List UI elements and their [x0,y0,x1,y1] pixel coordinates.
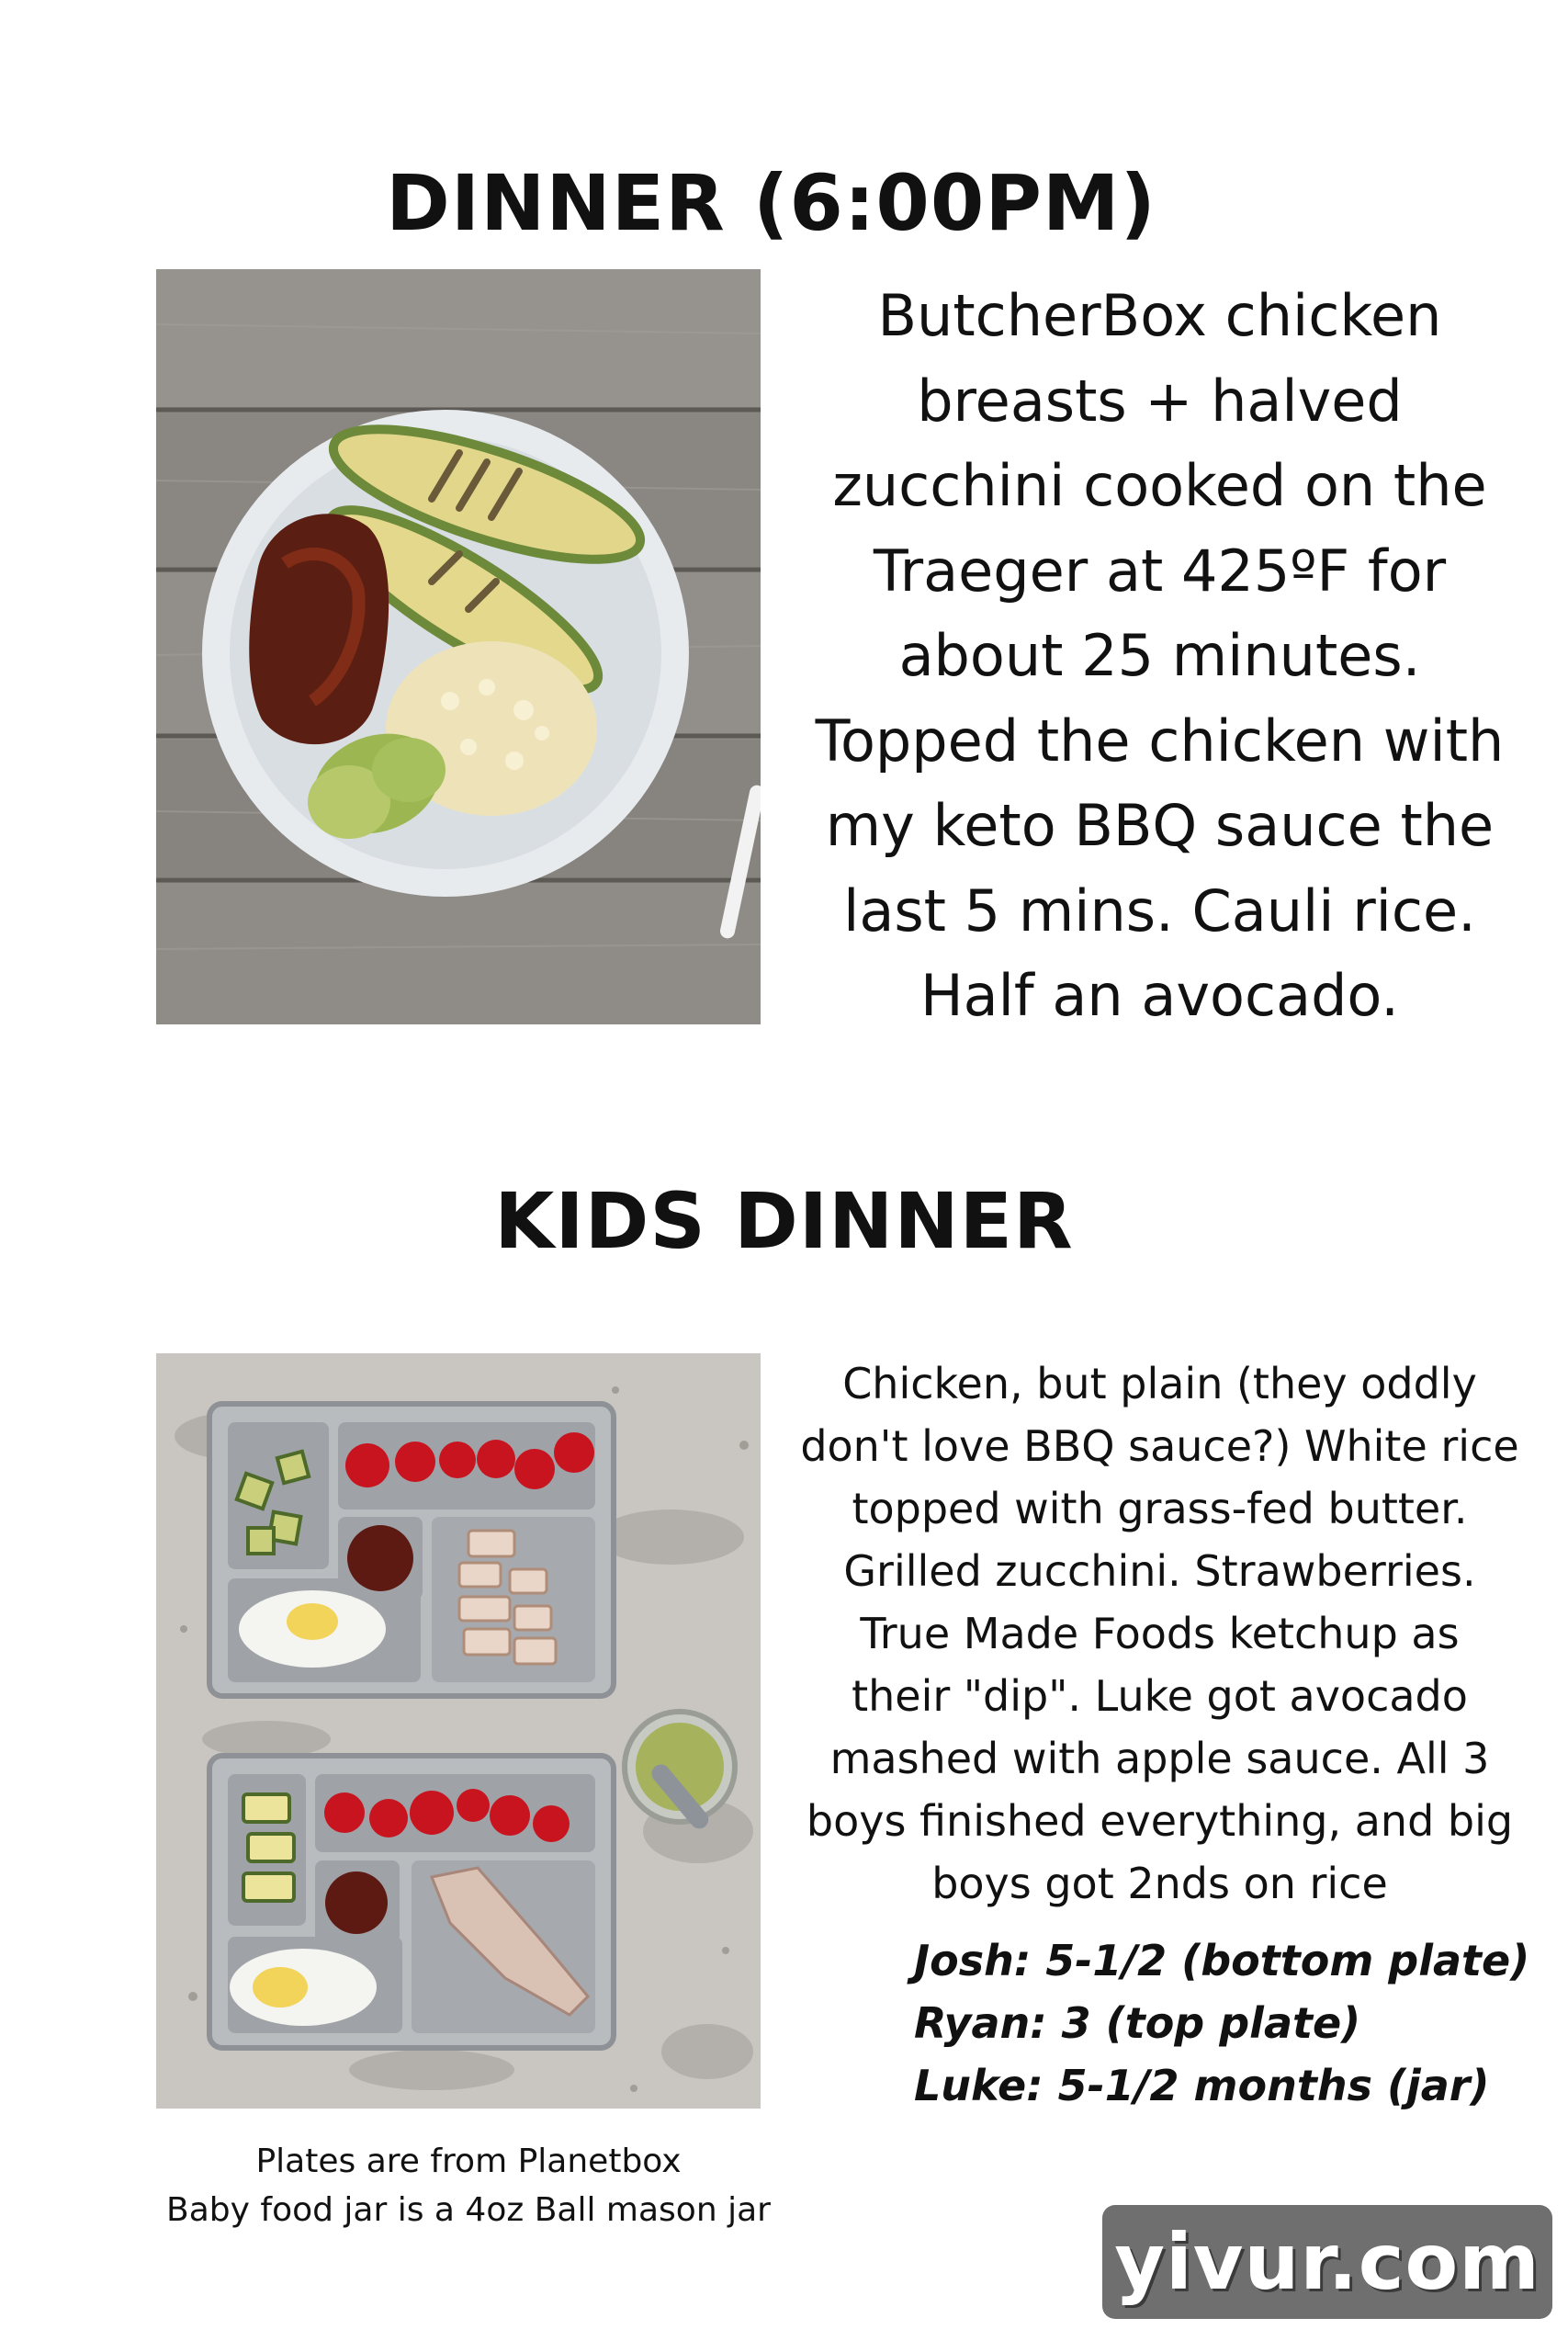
dinner-description-line: Topped the chicken with [815,707,1505,775]
kids-age-josh: Josh: 5-1/2 (bottom plate) [914,1936,1530,1985]
caption-line: Plates are from Planetbox [255,2143,682,2180]
kids-description-line: boys got 2nds on rice [931,1859,1388,1908]
watermark-badge [1102,2205,1552,2319]
caption-line: Baby food jar is a 4oz Ball mason jar [166,2191,771,2229]
watermark-text: yivur.com [1114,2217,1540,2307]
kids-dinner-heading: KIDS DINNER [494,1176,1074,1266]
kids-dinner-photo [156,1353,761,2109]
kids-description-line: their "dip". Luke got avocado [852,1671,1468,1721]
kids-dinner-description [799,1352,1520,1915]
kids-description-line: Chicken, but plain (they oddly [842,1359,1477,1408]
dinner-description-line: about 25 minutes. [898,622,1421,689]
dinner-description-line: my keto BBQ sauce the [825,792,1495,859]
kids-age-ryan: Ryan: 3 (top plate) [914,1998,1361,2048]
dinner-description-line: Half an avocado. [920,962,1399,1029]
dinner-description [799,274,1520,1039]
photo-caption [129,2137,808,2234]
kids-description-line: topped with grass-fed butter. [852,1484,1468,1533]
dinner-description-line: ButcherBox chicken [877,282,1442,349]
kids-description-line: boys finished everything, and big [806,1796,1514,1846]
kids-description-line: Grilled zucchini. Strawberries. [843,1546,1476,1596]
kids-ages-list [914,1929,1530,2117]
kids-description-line: don't love BBQ sauce?) White rice [800,1421,1519,1471]
kids-description-line: mashed with apple sauce. All 3 [829,1734,1490,1783]
kids-description-line: True Made Foods ketchup as [860,1609,1460,1658]
dinner-heading: DINNER (6:00PM) [386,158,1156,248]
dinner-description-line: Traeger at 425ºF for [873,537,1447,605]
kids-age-luke: Luke: 5-1/2 months (jar) [914,2061,1490,2110]
dinner-description-line: last 5 mins. Cauli rice. [843,876,1476,944]
dinner-plate-photo [156,269,761,1024]
dinner-description-line: zucchini cooked on the [832,452,1487,519]
dinner-description-line: breasts + halved [917,367,1403,435]
